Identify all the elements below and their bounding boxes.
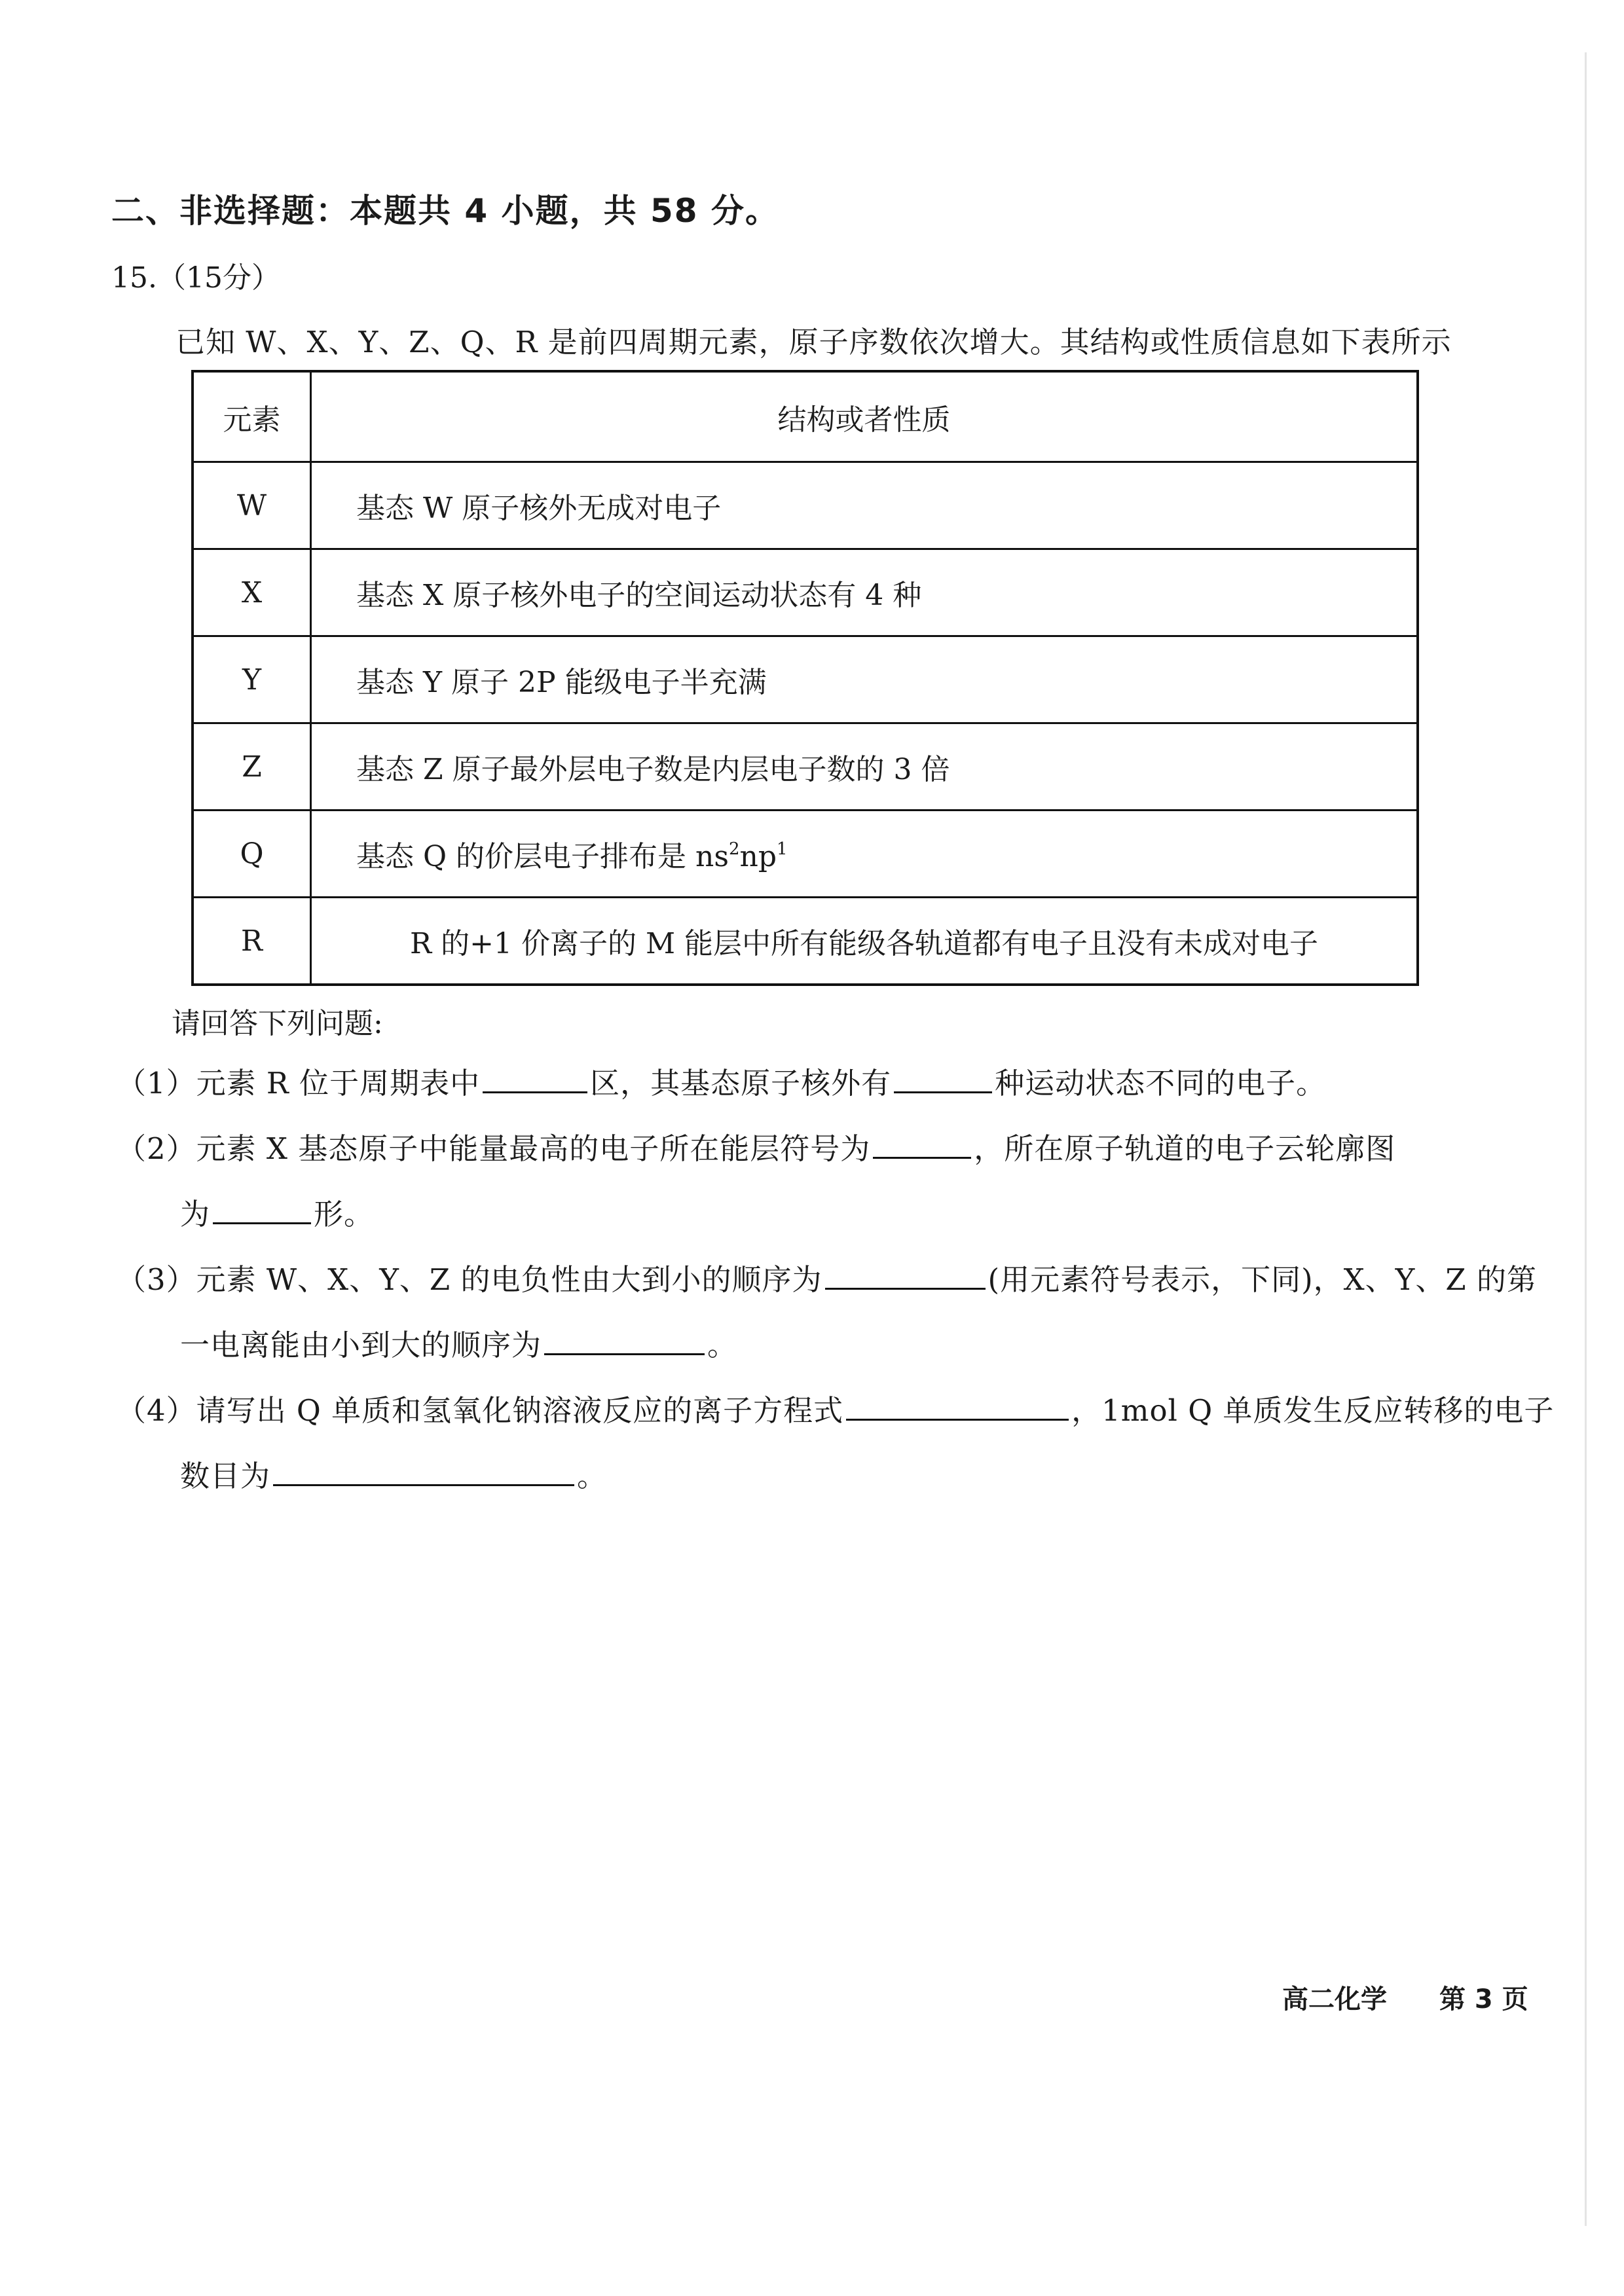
row-property: 基态 W 原子核外无成对电子 [311,462,1418,549]
text: 区，其基态原子核外有 [590,1066,892,1101]
text: （4）请写出 Q 单质和氢氧化钠溶液反应的离子方程式 [117,1393,844,1428]
subquestion-3 [117,1256,1537,1298]
text: 一电离能由小到大的顺序为 [180,1328,542,1362]
section-heading: 二、非选择题：本题共 4 小题，共 58 分。 [111,192,779,230]
row-property: 基态 X 原子核外电子的空间运动状态有 4 种 [311,549,1418,636]
answer-blank[interactable] [544,1323,705,1355]
table-row [193,811,1418,898]
table-row [193,898,1418,985]
text: 种运动状态不同的电子。 [995,1066,1327,1101]
text: ，所在原子轨道的电子云轮廓图 [974,1131,1396,1166]
subquestion-2-cont [180,1190,374,1233]
text: （3）元素 W、X、Y、Z 的电负性由大到小的顺序为 [117,1262,822,1297]
text: ，1mol Q 单质发生反应转移的电子 [1071,1393,1555,1428]
text: 。 [707,1328,738,1362]
question-number: 15.（15分） [111,261,280,295]
subquestion-4-cont [180,1452,607,1495]
superscript: 1 [777,839,788,859]
row-element: R [193,898,311,985]
header-property: 结构或者性质 [311,371,1418,462]
text: 形。 [314,1197,375,1231]
row-element: X [193,549,311,636]
row-element: Z [193,723,311,811]
element-info-table [191,370,1419,986]
property-text: np [739,840,777,873]
answer-blank[interactable] [873,1127,971,1159]
property-text: 基态 Q 的价层电子排布是 ns [356,840,729,873]
answer-blank[interactable] [846,1389,1069,1421]
table-header-row [193,371,1418,462]
answer-blank[interactable] [894,1061,992,1093]
row-property: 基态 Y 原子 2P 能级电子半充满 [311,636,1418,723]
text: 。 [577,1459,608,1493]
answer-blank[interactable] [825,1258,986,1290]
footer-subject: 高二化学 [1282,1984,1387,2014]
table-row [193,462,1418,549]
subquestion-4 [117,1387,1554,1429]
answer-blank[interactable] [213,1192,311,1224]
row-element: Y [193,636,311,723]
row-property: 基态 Z 原子最外层电子数是内层电子数的 3 倍 [311,723,1418,811]
subquestion-1 [117,1059,1326,1102]
row-element: W [193,462,311,549]
row-element: Q [193,811,311,898]
row-property [311,811,1418,898]
question-intro: 已知 W、X、Y、Z、Q、R 是前四周期元素，原子序数依次增大。其结构或性质信息如下表所示 [175,325,1452,359]
superscript: 2 [728,839,740,859]
subquestion-2 [117,1125,1395,1167]
text: （2）元素 X 基态原子中能量最高的电子所在能层符号为 [117,1131,871,1166]
text: 数目为 [180,1459,271,1493]
row-property: R 的+1 价离子的 M 能层中所有能级各轨道都有电子且没有未成对电子 [311,898,1418,985]
header-element: 元素 [193,371,311,462]
subquestion-3-cont [180,1321,737,1364]
answer-prompt: 请回答下列问题: [172,1007,383,1040]
scan-edge-line [1585,52,1587,2226]
text: 为 [180,1197,211,1231]
table-row [193,636,1418,723]
answer-blank[interactable] [273,1454,574,1486]
answer-blank[interactable] [483,1061,587,1093]
footer-page: 第 3 页 [1439,1984,1528,2014]
text: (用元素符号表示，下同)，X、Y、Z 的第 [987,1262,1537,1297]
table-row [193,549,1418,636]
text: （1）元素 R 位于周期表中 [117,1066,481,1101]
table-row [193,723,1418,811]
